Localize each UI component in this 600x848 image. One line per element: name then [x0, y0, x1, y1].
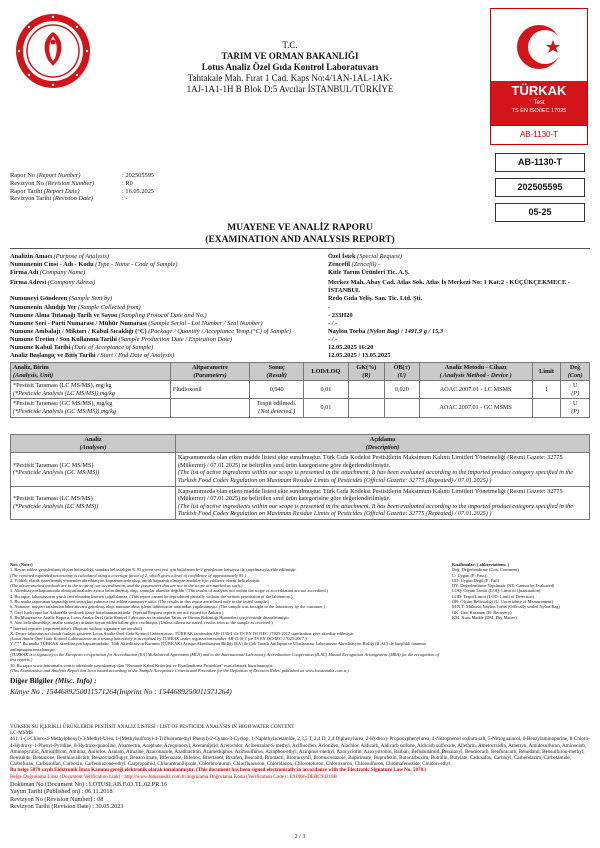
field-label: Numunenin Alındığı Yer — [10, 303, 79, 311]
report-fields — [10, 253, 590, 360]
field-row — [10, 279, 590, 295]
explanation-row — [11, 486, 590, 519]
results-header-cell: Altparametre (Parameters) — [170, 363, 249, 381]
notes-block — [10, 562, 440, 673]
pesticide-list-title: YÜKSEK SU İÇERİKLİ ÜRÜNLERDE PESTİSİT ANALİZ LİSTESİ / LIST OF PESTICIDE ANALYSIS IN HIGH WATER CONTENT — [10, 724, 295, 730]
report-meta-label-en: (Report Number) — [36, 172, 81, 179]
result-lod: 0,01 — [304, 399, 349, 417]
field-value: Zencefil — [328, 261, 352, 269]
e-signature-notice: Bu belge 5070 sayılı Elektronik İmza Kanunu gereği elektronik olarak imzalanmıştır. (This document has been signed electronically in accordance with the Electronic Signature Law No. 5070.) — [10, 767, 427, 774]
explanation-desc: Kapsamımızda olan etken madde listesi ekte sunulmuştur. Türk Gıda Kodeksi Pestisitlerin Maksimum Kalıntı Limitleri Yönetmeliği (Resmi Gazete: 32775 (Mükerrer) / 07.01.2025) ne belirtilen sınıf ürün kategorisine göre değerlendirilmiştir. (The list of active ingredients within our scope is presented in the attachment. It has been evaluated according to the imported product category specified in the Turkish Food Codex Regulation on Maximum Residue Limits of Pesticides (Official Gazette: 32775 (Repeated) / 07.01.2025) ) — [176, 486, 590, 519]
field-row — [10, 344, 590, 352]
abbreviation-item: U: Uygun (P: Pass) — [452, 572, 487, 578]
results-header-cell: Analiz, Birim (Analysis, Unit) — [11, 363, 171, 381]
report-meta-label: Rapor Tarihi — [10, 187, 44, 195]
note-line: 2. Yıldızlı olarak işaretlenmiş yöntemler akreditasyon kapsamımızda olup, ancak kapsamlı olmayan analitler için yıldızsız olarak belirtilmiştir. — [10, 577, 261, 583]
results-header-cell: Sonuç (Result) — [250, 363, 304, 381]
result-deg: U (P) — [561, 381, 590, 399]
field-value-en: (Nylon Bag) / 1491,9 g / 15,3 — [367, 327, 444, 335]
abbreviation-item: M.N.T: Mühürlü Naylon Torba (Officially sealed Nylon Bag) — [452, 604, 560, 610]
header-address-2: 1AJ-1A1-1H B Blok D:5 Avcılar İSTANBUL/TÜRKİYE — [186, 84, 394, 94]
ministry-seal-logo — [14, 12, 92, 90]
result-ob: 0,020 — [385, 381, 419, 399]
report-meta-value: : R0 — [122, 179, 133, 187]
other-info — [10, 676, 590, 696]
report-title-en: (EXAMINATION AND ANALYSIS REPORT) — [205, 235, 395, 245]
report-meta — [10, 172, 250, 203]
report-meta-row — [10, 195, 250, 203]
abbreviation-item: KM: Kuru Madde (DM: Dry Matter) — [452, 614, 517, 620]
turkak-name: TÜRKAK — [511, 83, 567, 98]
field-value: Redo Gıda Yeliş. San. Tic. Ltd. Şti. — [328, 295, 423, 303]
results-header-row — [11, 363, 590, 381]
field-row — [10, 320, 590, 328]
abbreviation-item: DY: Değerlendirme Yapılmadı (NE: Cannot be Evaluated) — [452, 583, 555, 589]
report-meta-row — [10, 172, 250, 180]
field-value-en: (Zencefil) - — [351, 261, 381, 269]
results-header-cell: Limit — [532, 363, 561, 381]
field-row — [10, 312, 590, 320]
note-line: X. Deney laboratuvarı olarak faaliyet gösteren Lotus Analiz Özel Gıda Kontrol Laboratuvarı, TÜRKAK tarafından AB-1130-T ile TS EN ISO/IEC 17025:2017 standardına göre akredite edilmiştir. — [10, 630, 355, 636]
results-header-cell: GK(%) (R) — [348, 363, 384, 381]
accreditation-no-box: AB-1130-T — [495, 153, 585, 172]
report-no-box: 202505595 — [495, 178, 585, 197]
field-value: 12.05.2025 / 13.05.2025 — [328, 352, 391, 360]
report-title-tr: MUAYENE VE ANALİZ RAPORU — [227, 223, 373, 233]
report-date-box: 05-25 — [495, 203, 585, 222]
explanation-header-cell: Analiz (Analyses) — [11, 435, 176, 453]
report-meta-value: : - — [122, 195, 128, 203]
results-header-cell: LOD/LOQ — [304, 363, 349, 381]
notes-heading: Not: (Note:) — [10, 562, 33, 567]
note-line: 1. Beyan edilen genişletilmiş ölçüm belirsizliği, standart belirsizliğin % 95 güven seviyesi için belirlenen k=2 genişletme katsayısı ile çarpılmasıyla elde edilmiştir. — [10, 567, 297, 573]
results-header-cell: Analiz Metodu - Cihazı ( Analysis Method - Device ) — [419, 363, 532, 381]
field-row — [10, 269, 590, 277]
field-label-en: (Sampling Protocol Date and No.) — [118, 311, 207, 319]
field-value-en: (Special Request) — [357, 253, 403, 260]
report-meta-label: Revizyon Tarihi — [10, 195, 53, 203]
result-value: 0,040 — [250, 381, 304, 399]
result-lod: 0,01 — [304, 381, 349, 399]
field-label: Numune Alma Tutanağı Tarih ve Sayısı — [10, 311, 119, 319]
note-line: 3. Akreditasyon kapsamında olmayan analizler ayrıca belirtilmemiş olup, sonuçlar akredite değildir. (The results of analyses not within the scope of accreditation are not accredited.) — [10, 588, 329, 594]
result-method: AOAC 2007.01 - LC MSMS — [419, 381, 532, 399]
field-row — [10, 295, 590, 303]
field-label-en: (Company Name) — [39, 269, 86, 277]
result-value: Tespit edilmedi. (Not detected.) — [250, 399, 304, 417]
ministry-header — [100, 40, 480, 95]
result-param: Fludioxonil — [170, 381, 249, 399]
pesticide-list-subtitle: LC-MSMS — [10, 730, 33, 737]
report-meta-label-en: (Revision Date) — [52, 195, 94, 203]
note-line: 10. Bu rapor www.lotusanaliz.com.tr adresinde yayınlanmış olan "Numune Kabul Kriterleri ve Fiyatlandırma Prosedürü" esas alınarak hazırlanmıştır. — [10, 662, 274, 668]
result-analysis: *Pestisit Taraması (GC MS/MS), mg/kg (*Pesticide Analysis (GC MS/MS)),mg/kg — [11, 399, 171, 417]
field-row — [10, 328, 590, 336]
result-limit: 1 — [532, 381, 561, 399]
field-row — [10, 261, 590, 269]
header-line-tc: T.C. — [282, 40, 298, 50]
field-label-en: (Sample Sent by) — [68, 295, 113, 303]
field-value: - / - — [328, 319, 338, 327]
note-line: 4. Bu rapor, laboratuvarın yazılı izni olmadan kısmen çoğaltılamaz. (This report cannot be reproduced partially without the written permission of the laboratory.) — [10, 593, 293, 599]
field-value: 12.05.2025 16:20 — [328, 344, 374, 352]
field-label: Numune Ambalajı / Miktarı / Kabul Sıcaklığı (°C) — [10, 327, 149, 335]
turkak-crescent-star-icon — [491, 9, 587, 81]
published-date: Yayım Tarihi (Published on) : 06.11.2018 — [10, 788, 113, 796]
field-label: Analizin Amacı — [10, 253, 54, 260]
results-header-cell: ÖB(±) (U) — [385, 363, 419, 381]
field-value: - / - — [328, 335, 338, 343]
field-label: Firma Adı — [10, 269, 40, 277]
field-label-en: (Purpose of Analysis) — [53, 253, 109, 260]
explanation-table — [10, 434, 590, 520]
results-row — [11, 381, 590, 399]
field-row — [10, 304, 590, 312]
report-meta-value: : 16.05.2025 — [122, 187, 155, 195]
field-label: Numune Üretim / Son Kullanma Tarihi — [10, 335, 119, 343]
abbreviation-item: LOD: Tespit Limiti (LOD: Limit of Detection) — [452, 593, 535, 599]
note-line: (This Examination and Analysis Report has been issued according to the 'Sample Acceptance Criteria and Procedure for the Definition of Decision Rules' published on www.lotusanaliz.com.tr.) — [10, 667, 349, 673]
field-value: Özel İstek — [328, 253, 358, 260]
field-label-en: (Package / Quantity / Acceptance Temp.(°C) of Sample) — [148, 327, 291, 335]
field-label: Numune Kabul Tarihi — [10, 344, 72, 352]
field-label-en: (Company Adress) — [47, 279, 96, 287]
imprint-no: Künye No : 1544689250011571264(Imprint No : 1544689250011571264) — [10, 687, 232, 696]
explanation-desc: Kapsamımızda olan etken madde listesi ekte sunulmuştur. Türk Gıda Kodeksi Pestisitlerin Maksimum Kalıntı Limitleri Yönetmeliği (Resmi Gazete: 32775 (Mükerrer) / 07.01.2025) ne belirtilen sınıf ürün kategorisine göre değerlendirilmiştir. (The list of active ingredients within our scope is presented in the attachment. It has been evaluated according to the imported product category specified in the Turkish Food Codex Regulation on Maximum Residue Limits of Pesticides (Official Gazette: 32775 (Repeated) / 07.01.2025) ) — [176, 453, 590, 486]
note-line: Y. *** Bu analiz TÜRKAK akreditasyon kapsamındadır. Türk Akreditasyon Kurumu (TÜRKAK) Avrupa Akreditasyon Birliği (EA) ile Çok Taraflı Antlaşma ve Uluslararası Laboratuvar Akreditasyon Birliği (ILAC) ile karşılıklı tanınma antlaşmasını imzalamıştır. — [10, 641, 426, 652]
field-value: - 233H20 — [328, 311, 353, 319]
result-ob — [385, 399, 419, 417]
note-line: 7. Özel İstek raporları Ankara'da verilmek üzere hazırlanmamaktadır. (Special Request reports are not issued for Ankara.) — [10, 609, 224, 615]
verification-link[interactable]: Belge Doğrulama Linki (Document Verification Link) : http://www.lotusanaliz.com.tr/dogrulama Doğrulama Kodu (Verification Code) : E91966-DEBC94218B — [10, 773, 337, 780]
report-meta-row — [10, 180, 250, 188]
field-value: Naylon Torba — [328, 327, 368, 335]
abbreviation-item: Değ: Değerlendirme (Con: Comment) — [452, 567, 519, 573]
field-label: Numunenin Cinsi - Adı - Kodu — [10, 261, 96, 269]
field-label: Firma Adresi — [10, 279, 48, 287]
explanation-header-cell: Açıklama (Description) — [176, 435, 590, 453]
field-label: Numuneyi Gönderen — [10, 295, 69, 303]
result-param — [170, 399, 249, 417]
result-gk — [348, 399, 384, 417]
results-table — [10, 362, 590, 418]
results-row — [11, 399, 590, 417]
note-line: 6. Numune, müşteri tarafından laboratuvara getirilmiş olup, numune alma işlemi laboratuvar tarafından yapılmamıştır. (The sample was brought to the laboratory by the customer.) — [10, 604, 325, 610]
field-value: Merkez Mah. Abay Cad. Atlas Sok. Atlas İş Merkezi No: 1 Kat:2 - KÜÇÜKÇEKMECE - İSTANBUL — [328, 279, 570, 295]
footer — [10, 724, 590, 810]
header-lab-name: Lotus Analiz Özel Gıda Kontrol Laboratuvarı — [201, 62, 379, 72]
note-line: (TURKAK is a signatory to the European co-operation for Accreditation (EA) Multilateral Agreement (MLA) and to the International Laboratory Accreditation Cooperation (ILAC) Mutual Recognition Arrangement (MRA) for the recognition of test reports.) — [10, 652, 439, 663]
field-row — [10, 253, 590, 261]
report-meta-label: Revizyon No — [10, 179, 46, 187]
note-line: 9. Aksi belirtilmedikçe, analiz sonuçları ürünün beyan edilen haline göre verilmiştir. (Unless otherwise stated, results refer to the sample as received.) — [10, 620, 273, 626]
result-gk — [348, 381, 384, 399]
field-label-en: (Sample Production Date / Expiration Date) — [118, 335, 233, 343]
document-no: Doküman No (Document No) : LOTUSLAB.F.03.TL.02.PR.16 — [10, 780, 168, 788]
explanation-analysis: *Pestisit Taraması (GC MS/MS) (*Pesticide Analysis (GC MS/MS)) — [11, 453, 176, 486]
other-info-heading: Diğer Bilgiler — [10, 676, 56, 685]
pesticide-list-text: 461, 1-(3-Chloro-4-Methylphenyl)-3-Methyl-Urea, 1-(Methylsulfonyl-4-Trifluoromethyl Phenyl)-2-Cyano-3-Cyclop, 1-Naphthylacetamide, 2,3,5 T, 2,4 D, 2,4 Diphenylurea, 2-Hydroxy Propoxyphenylurea, 4-Nitrophenol sodium salt, 5-Nitroguaiacol, 6-Benzylaminopurine, 8-Chloro-4-Hydroxy-1-Phenyl-Pyridine, 8-Hydroxyquinoline, Abamectin, Acephate, Acequinocyl, Acetamiprid, Acetochlor, Acibenzolar-S-methyl, Acifluorfen, Aclonifen, Alachlor, Aldicarb, Aldicarb sulfone, Aldicarb sulfoxide, Allethrin, Ametoctradin, Ametryn, Amidosulfuron, Aminocarb, Aminopyralid, Amisulbrom, Amitraz, Anilofos, Asulam, Atrazine, Azaconazole, Azadirachtin, Azamethiphos, Azimsulfuron, Azinphos-ethyl, Azinphos-methyl, Azocyclotin, Azoxystrobin, Barban, Beflubutamid, Benalaxyl, Bendiocarb, Benfuracarb, Benodanil, Bensulfuron-methyl, Bensulide, Bentazone, Benthiavalicarb, Benzovindiflupyr, Benzoximate, Bifenazate, Bifenox, Bitertanol, Bixafen, Boscalid, Bromacil, Bromoxynil, Bromuconazole, Bupirimate, Buprofezin, Butocarboxim, Butralin, Butylate, Cadusafos, Carbaryl, Carbendazim, Carbetamide, Carbofuran, Carbosulfan, Carboxin, Carfentrazone-ethyl, Carpropamid, Chlorantraniliprole, Chlorbromuron, Chlorfluazuron, Chloridazon, Chlorotoluron, Chloroxuron, Chlorsulfuron, Chromafenozide, Cinidon-ethyl — [10, 736, 590, 768]
field-label-en: / Start / End Date of Analysis) — [97, 352, 175, 360]
note-line: (The above-marked methods are in the scope of our accreditation, and the parameters that are not in the scope are marked as such.) — [10, 583, 243, 589]
abbreviations-block — [452, 562, 592, 620]
result-limit — [532, 399, 561, 417]
explanation-row — [11, 453, 590, 486]
note-line: (Lotus Analiz Özel Gıda Kontrol Laboratuvarı as a testing laboratory is accredited by TURKAK under registration number AB-1130-T for TS EN ISO/IEC 17025:2017.) — [10, 636, 307, 642]
footer-revision-date: Revizyon Tarihi (Revision Date) : 30.05.2023 — [10, 803, 124, 811]
result-deg: U (P) — [561, 399, 590, 417]
field-row — [10, 336, 590, 344]
abbreviation-item: ÖB: Ölçüm Belirsizliği (U: Uncertainty of Measurement) — [452, 599, 553, 605]
field-label-en: (Type - Name - Code of Sample) — [95, 261, 178, 269]
results-header-cell: Değ (Con) — [561, 363, 590, 381]
note-line: 5. Bu analiz raporunun kapsadığı test sonuçları yalnızca test edilen numuneye aittir. (The results in this report are related only to the tested sample.) — [10, 599, 270, 605]
turkak-code: AB-1130-T — [491, 125, 587, 144]
turkak-standard: TS EN ISO/IEC 17025 — [511, 108, 567, 114]
report-meta-label-en: (Report Date) — [43, 187, 80, 195]
other-info-heading-en: (Misc. Info) : — [55, 676, 97, 685]
note-line: 8. Bu Muayene ve Analiz Raporu, Lotus Analiz Özel Gıda Kontrol Laboratuvarı tarafından Tarım ve Orman Bakanlığı Hizmetleri çerçevesinde düzenlenmiştir. — [10, 614, 290, 620]
note-line: * Internal reporter (representative): (Reports without signature are invalid.) — [10, 625, 143, 631]
note-line: (The reported expanded uncertainty is calculated using a coverage factor of 2, which gives a level of confidence of approximately 95.) — [10, 572, 246, 578]
abbreviations-heading: Kısaltmalar: ( abbreviations: ) — [452, 562, 510, 567]
report-title — [0, 222, 600, 246]
footer-revision-no: Revizyon No (Revision Number) : 08 — [10, 795, 104, 803]
explanation-analysis: *Pestisit Taraması (LC MS/MS) (*Pesticide Analysis (LC MS/MS)) — [11, 486, 176, 519]
report-meta-label-en: (Revision Number) — [45, 179, 94, 187]
turkak-accreditation-mark — [490, 8, 588, 145]
field-label-en: (Sample Serial - Lot Number / Seal Number) — [148, 319, 263, 327]
report-meta-label: Rapor No — [10, 172, 37, 179]
field-label: Analiz Başlangıç ve Bitiş Tarihi — [10, 352, 98, 360]
abbreviation-item: LOQ: Ölçüm Limiti (LOQ: Limit of Quantitation) — [452, 588, 541, 594]
result-method: AOAC 2007.01 - GC MSMS — [419, 399, 532, 417]
result-analysis: *Pestisit Taraması (LC MS/MS), mg/kg (*Pesticide Analysis (LC MS/MS)),mg/kg — [11, 381, 171, 399]
field-value: - — [328, 303, 331, 311]
explanation-header-row — [11, 435, 590, 453]
abbreviation-item: UD: Uygun Değil (F: Fail) — [452, 577, 500, 583]
field-row — [10, 352, 590, 360]
field-label: Numune Seri - Parti Numarası / Mühür Numarası — [10, 319, 149, 327]
title-divider — [10, 248, 590, 249]
report-meta-value: : 202505595 — [122, 172, 155, 179]
field-label-en: (Sample Collected from) — [78, 303, 141, 311]
field-value: Kitle Tarım Ürünleri Tic. A.Ş. — [328, 269, 410, 277]
header-ministry-name: TARIM VE ORMAN BAKANLIĞI — [221, 51, 359, 61]
page-number: 2 / 3 — [294, 834, 306, 840]
abbreviation-item: GK: Geri Kazanım (R: Recovery) — [452, 609, 512, 615]
turkak-test-label: Test — [533, 100, 545, 106]
field-label-en: (Date of Acceptance of Sample) — [71, 344, 154, 352]
header-address-1: Tahtakale Mah. Fırat 1 Cad. Kaps No:4/1AN-1AL-1AK- — [187, 73, 393, 83]
report-meta-row — [10, 188, 250, 196]
